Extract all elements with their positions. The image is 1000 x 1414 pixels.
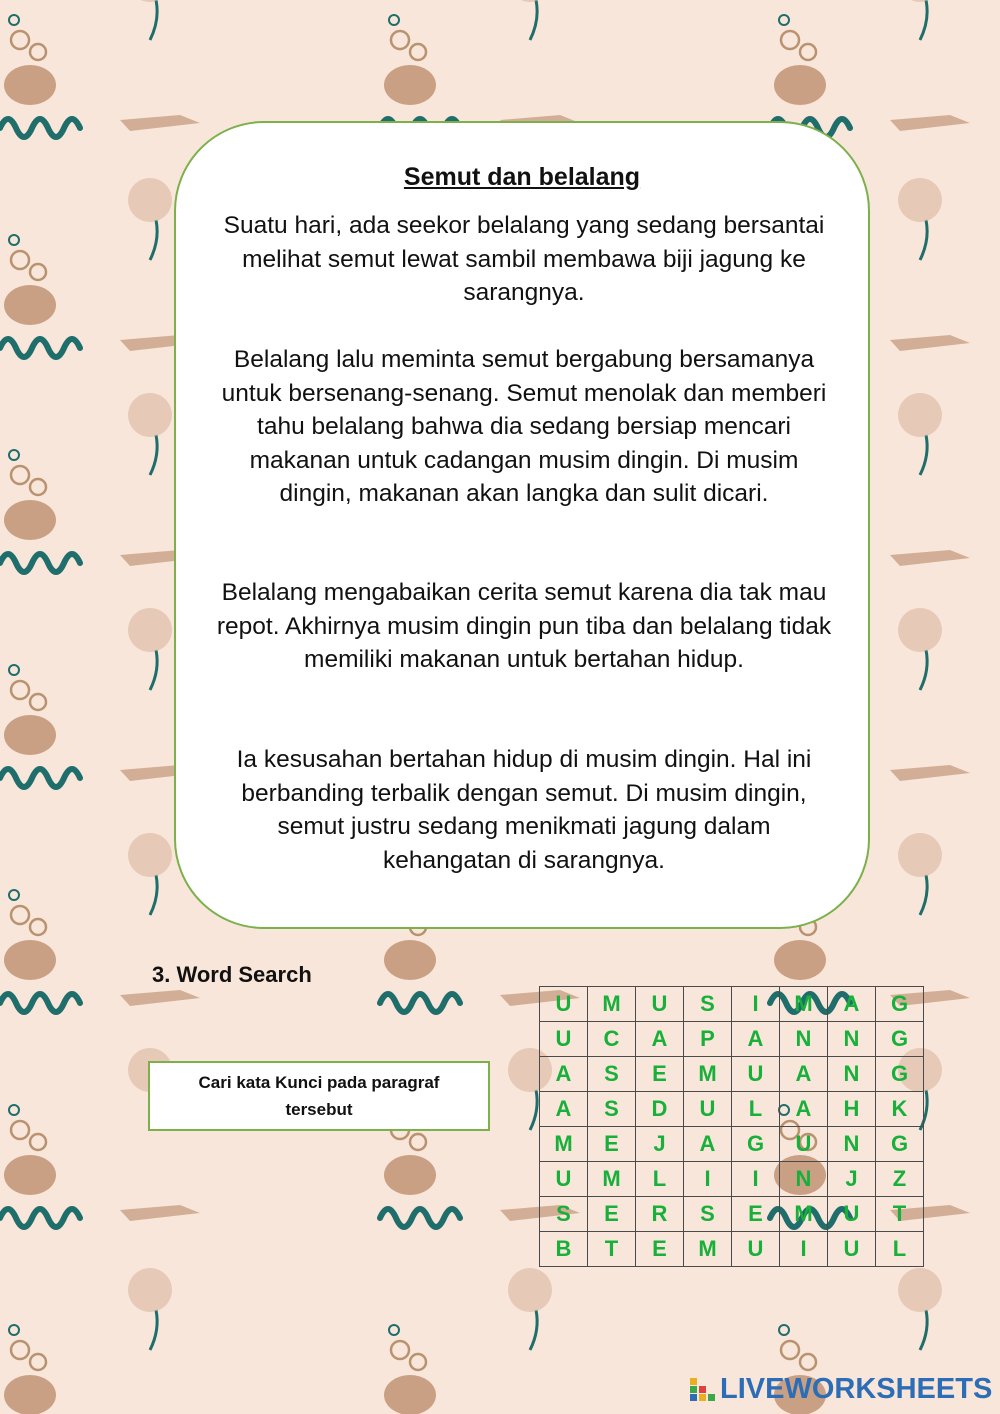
grid-cell[interactable]: Z <box>876 1162 924 1197</box>
story-title: Semut dan belalang <box>403 163 641 191</box>
grid-cell[interactable]: D <box>636 1092 684 1127</box>
grid-cell[interactable]: L <box>876 1232 924 1267</box>
grid-cell[interactable]: N <box>828 1022 876 1057</box>
grid-cell[interactable]: U <box>732 1232 780 1267</box>
grid-cell[interactable]: A <box>540 1092 588 1127</box>
grid-cell[interactable]: I <box>732 1162 780 1197</box>
grid-row <box>540 1162 924 1197</box>
grid-row <box>540 1022 924 1057</box>
grid-cell[interactable]: B <box>540 1232 588 1267</box>
grid-cell[interactable]: G <box>732 1127 780 1162</box>
grid-cell[interactable]: K <box>876 1092 924 1127</box>
word-search-grid <box>539 986 924 1267</box>
liveworksheets-logo <box>690 1372 992 1406</box>
grid-cell[interactable]: A <box>780 1057 828 1092</box>
grid-cell[interactable]: E <box>588 1127 636 1162</box>
grid-cell[interactable]: G <box>876 987 924 1022</box>
grid-cell[interactable]: U <box>732 1057 780 1092</box>
grid-cell[interactable]: S <box>588 1057 636 1092</box>
grid-cell[interactable]: M <box>540 1127 588 1162</box>
instruction-box <box>148 1061 490 1131</box>
grid-cell[interactable]: I <box>780 1232 828 1267</box>
grid-row <box>540 1197 924 1232</box>
grid-cell[interactable]: E <box>636 1057 684 1092</box>
story-paragraph-2: Belalang lalu meminta semut bergabung bersamanya untuk bersenang-senang. Semut menolak dan memberi tahu belalang bahwa dia sedang bersiap mencari makanan untuk cadangan musim dingin. Di musim dingin, makanan akan langka dan sulit dicari. <box>221 346 827 507</box>
grid-row <box>540 1092 924 1127</box>
grid-cell[interactable]: S <box>684 1197 732 1232</box>
grid-cell[interactable]: M <box>684 1057 732 1092</box>
grid-row <box>540 1127 924 1162</box>
grid-cell[interactable]: H <box>828 1092 876 1127</box>
grid-cell[interactable]: E <box>636 1232 684 1267</box>
grid-cell[interactable]: E <box>732 1197 780 1232</box>
grid-cell[interactable]: A <box>636 1022 684 1057</box>
grid-cell[interactable]: L <box>636 1162 684 1197</box>
grid-cell[interactable]: A <box>780 1092 828 1127</box>
grid-cell[interactable]: U <box>540 1162 588 1197</box>
grid-cell[interactable]: S <box>588 1092 636 1127</box>
word-search-heading: 3. Word Search <box>152 962 312 987</box>
grid-cell[interactable]: G <box>876 1057 924 1092</box>
grid-cell[interactable]: S <box>684 987 732 1022</box>
grid-cell[interactable]: I <box>684 1162 732 1197</box>
grid-cell[interactable]: M <box>780 987 828 1022</box>
grid-cell[interactable]: A <box>684 1127 732 1162</box>
grid-cell[interactable]: U <box>540 1022 588 1057</box>
grid-cell[interactable]: A <box>540 1057 588 1092</box>
grid-cell[interactable]: N <box>780 1022 828 1057</box>
grid-cell[interactable]: U <box>684 1092 732 1127</box>
grid-row <box>540 1057 924 1092</box>
grid-cell[interactable]: T <box>588 1232 636 1267</box>
grid-row <box>540 1232 924 1267</box>
grid-cell[interactable]: U <box>828 1232 876 1267</box>
grid-cell[interactable]: S <box>540 1197 588 1232</box>
grid-cell[interactable]: N <box>828 1057 876 1092</box>
story-card <box>174 121 870 929</box>
grid-cell[interactable]: U <box>636 987 684 1022</box>
brand-name: LIVEWORKSHEETS <box>720 1372 993 1405</box>
story-paragraph-1: Suatu hari, ada seekor belalang yang sedang bersantai melihat semut lewat sambil membawa biji jagung ke sarangnya. <box>223 212 825 306</box>
grid-cell[interactable]: T <box>876 1197 924 1232</box>
instruction-text: Cari kata Kunci pada paragraf tersebut <box>198 1073 440 1119</box>
grid-cell[interactable]: N <box>780 1162 828 1197</box>
grid-cell[interactable]: J <box>828 1162 876 1197</box>
grid-cell[interactable]: M <box>588 987 636 1022</box>
grid-cell[interactable]: G <box>876 1022 924 1057</box>
story-paragraph-3: Belalang mengabaikan cerita semut karena dia tak mau repot. Akhirnya musim dingin pun tiba dan belalang tidak memiliki makanan untuk bertahan hidup. <box>216 579 832 673</box>
grid-cell[interactable]: A <box>732 1022 780 1057</box>
grid-cell[interactable]: L <box>732 1092 780 1127</box>
grid-cell[interactable]: U <box>828 1197 876 1232</box>
grid-cell[interactable]: G <box>876 1127 924 1162</box>
grid-cell[interactable]: E <box>588 1197 636 1232</box>
grid-cell[interactable]: M <box>684 1232 732 1267</box>
grid-cell[interactable]: U <box>780 1127 828 1162</box>
grid-cell[interactable]: R <box>636 1197 684 1232</box>
liveworksheets-logo-icon <box>690 1376 716 1402</box>
grid-row <box>540 987 924 1022</box>
grid-cell[interactable]: N <box>828 1127 876 1162</box>
grid-cell[interactable]: M <box>780 1197 828 1232</box>
grid-cell[interactable]: J <box>636 1127 684 1162</box>
grid-cell[interactable]: A <box>828 987 876 1022</box>
story-paragraph-4: Ia kesusahan bertahan hidup di musim dingin. Hal ini berbanding terbalik dengan semut. Di musim dingin, semut justru sedang menikmati jagung dalam kehangatan di sarangnya. <box>236 746 812 874</box>
grid-cell[interactable]: M <box>588 1162 636 1197</box>
grid-cell[interactable]: U <box>540 987 588 1022</box>
grid-cell[interactable]: C <box>588 1022 636 1057</box>
grid-cell[interactable]: I <box>732 987 780 1022</box>
grid-cell[interactable]: P <box>684 1022 732 1057</box>
